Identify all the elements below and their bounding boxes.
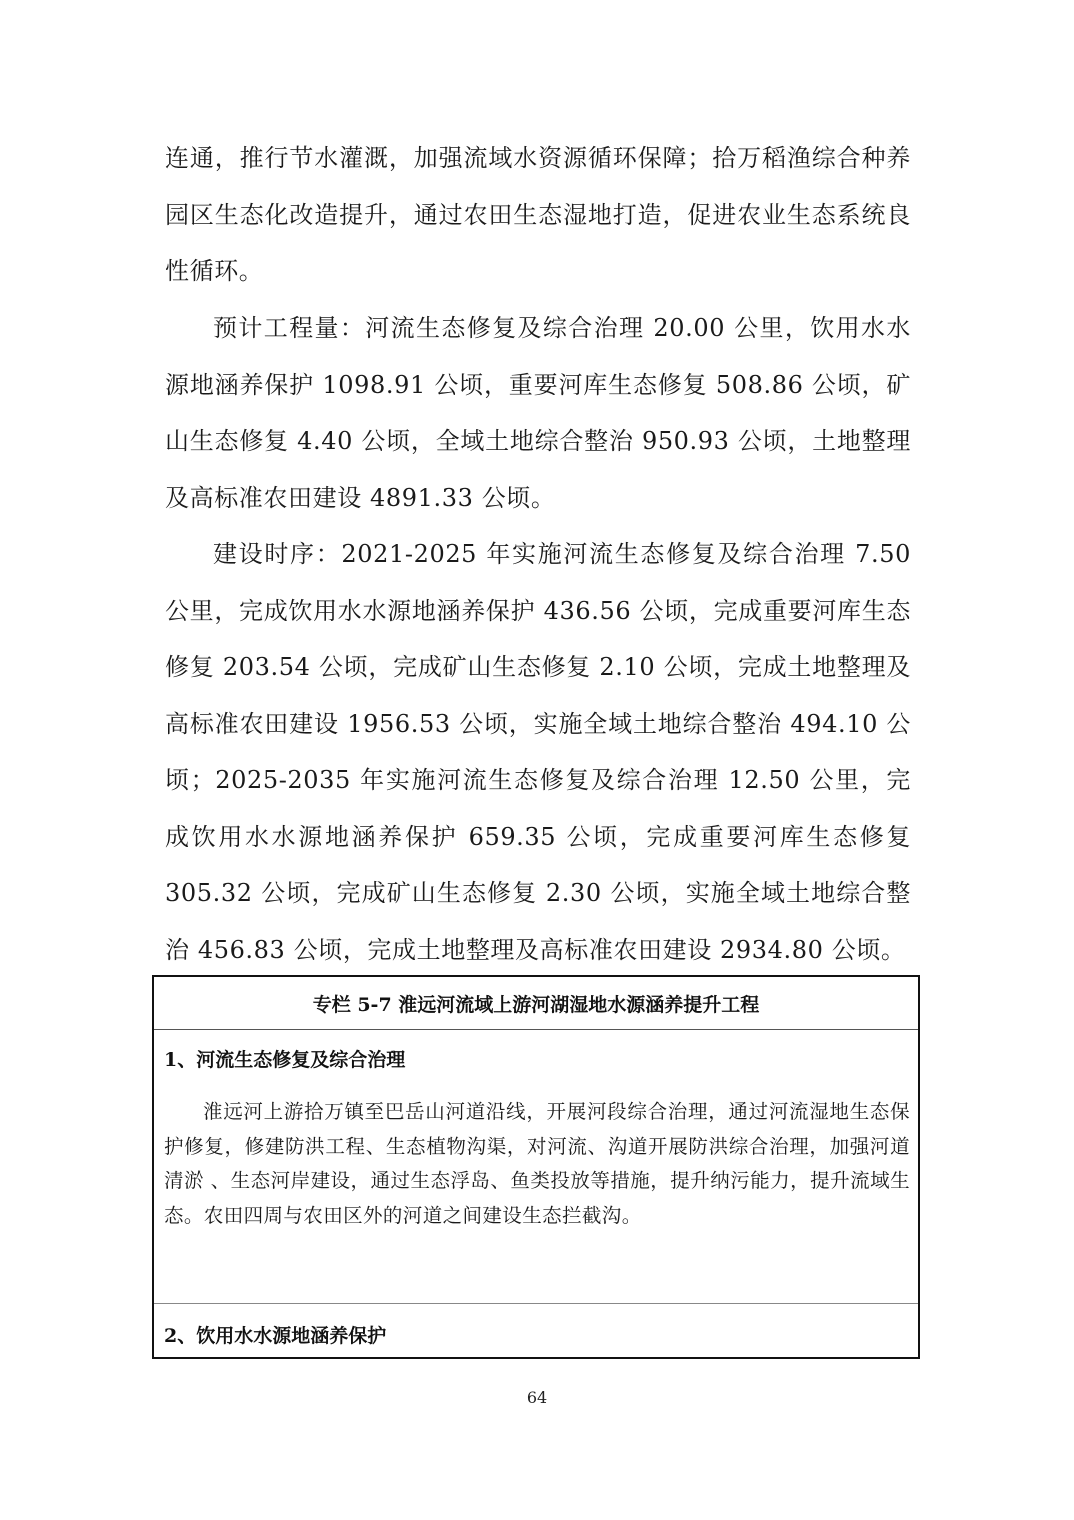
body-paragraph-construction-schedule: 建设时序：2021-2025 年实施河流生态修复及综合治理 7.50 公里，完成饮用水水源地涵养保护 436.56 公顷，完成重要河库生态修复 203.54 公顷，完成矿山生态修复 2.10 公顷，完成土地整理及高标准农田建设 1956.53 公顷，实施全域土地综合整治 494.10 公顷；2025-2035 年实施河流生态修复及综合治理 12.50 公里，完成饮用水水源地涵养保护 659.35 公顷，完成重要河库生态修复 305.32 公顷，完成矿山生态修复 2.30 公顷，实施全域土地综合整治 456.83 公顷，完成土地整理及高标准农田建设 2934.80 公顷。 <box>165 540 911 964</box>
page-number: 64 <box>526 1388 548 1407</box>
column-box-title: 专栏 5-7 淮远河流域上游河湖湿地水源涵养提升工程 <box>154 977 918 1030</box>
column-box <box>152 975 920 1359</box>
section-divider <box>154 1303 918 1304</box>
body-paragraph-estimated-quantities: 预计工程量：河流生态修复及综合治理 20.00 公里，饮用水水源地涵养保护 1098.91 公顷，重要河库生态修复 508.86 公顷，矿山生态修复 4.40 公顷，全域土地综合整治 950.93 公顷，土地整理及高标准农田建设 4891.33 公顷。 <box>165 314 911 512</box>
body-paragraph-continuation: 连通，推行节水灌溉，加强流域水资源循环保障；拾万稻渔综合种养园区生态化改造提升，通过农田生态湿地打造，促进农业生态系统良性循环。 <box>165 144 911 285</box>
section-text-river-restoration: 淮远河上游拾万镇至巴岳山河道沿线，开展河段综合治理，通过河流湿地生态保护修复，修建防洪工程、生态植物沟渠，对河流、沟道开展防洪综合治理，加强河道清淤 、生态河岸建设，通过生态浮岛、鱼类投放等措施，提升纳污能力，提升流域生态。农田四周与农田区外的河道之间建设生态拦截沟。 <box>164 1100 910 1227</box>
section-heading-river-restoration: 1、河流生态修复及综合治理 <box>164 1049 406 1071</box>
section-heading-water-source-protection: 2、饮用水水源地涵养保护 <box>164 1325 387 1347</box>
